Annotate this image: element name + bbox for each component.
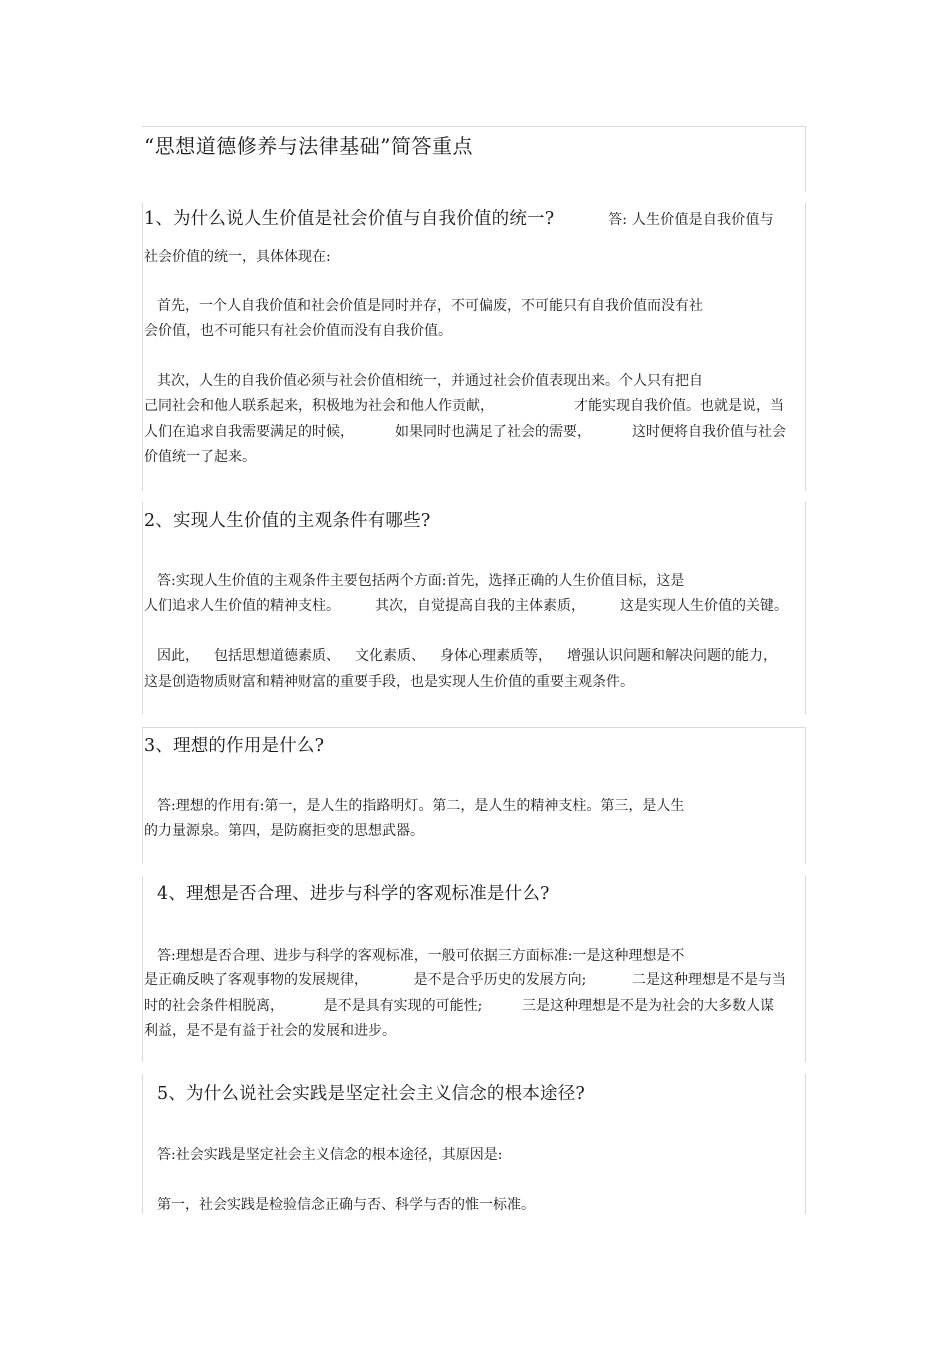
s4-line-4: 利益，是不是有益于社会的发展和进步。 [144,1023,396,1039]
s1-line-6-a: 人们在追求自我需要满足的时候， [144,424,354,440]
question-1-text: 1、为什么说人生价值是社会价值与自我价值的统一? [144,209,555,229]
s1-line-3: 会价值，也不可能只有社会价值而没有自我价值。 [144,323,452,339]
question-3: 3、理想的作用是什么? [144,736,325,756]
s1-line-5-b: 才能实现自我价值。也就是说，当 [574,398,784,414]
s2-line-2-b: 其次，自觉提高自我的主体素质， [375,598,585,614]
s4-line-3-a: 时的社会条件相脱离， [144,998,284,1014]
s4-line-3 [144,995,774,1015]
s2-line-2-c: 这是实现人生价值的关键。 [620,598,788,614]
s1-line-5-a: 己同社会和他人联系起来，积极地为社会和他人作贡献， [144,398,494,414]
s5-line-1: 答:社会实践是坚定社会主义信念的根本途径，其原因是: [157,1147,503,1163]
question-5: 5、为什么说社会实践是坚定社会主义信念的根本途径? [157,1084,586,1104]
page-title: “思想道德修养与法律基础”简答重点 [144,134,473,158]
s2-line-2 [144,595,788,615]
s1-line-7: 价值统一了起来。 [144,449,256,465]
s2-line-3-a: 因此， [157,648,199,664]
question-2: 2、实现人生价值的主观条件有哪些? [144,511,431,531]
s2-line-1: 答:实现人生价值的主观条件主要包括两个方面:首先，选择正确的人生价值目标，这是 [157,573,685,589]
s4-line-2-a: 是正确反映了客观事物的发展规律， [144,972,368,988]
s4-line-3-c: 三是这种理想是不是为社会的大多数人谋 [522,998,774,1014]
s3-line-1: 答:理想的作用有:第一，是人生的指路明灯。第二，是人生的精神支柱。第三，是人生 [157,798,685,814]
answer-1-head: 答: 人生价值是自我价值与 [608,212,774,228]
s4-line-2-b: 是不是合乎历史的发展方向; [413,972,587,988]
s4-line-2-c: 二是这种理想是不是与当 [632,972,786,988]
s2-line-3-e: 增强认识问题和解决问题的能力， [567,648,777,664]
s1-line-1: 社会价值的统一，具体体现在: [144,249,331,265]
s2-line-4: 这是创造物质财富和精神财富的重要手段，也是实现人生价值的重要主观条件。 [144,674,634,690]
s2-line-3-d: 身体心理素质等， [440,648,552,664]
s1-line-6 [144,421,786,441]
s3-line-2: 的力量源泉。第四，是防腐拒变的思想武器。 [144,823,424,839]
s1-line-6-c: 这时便将自我价值与社会 [632,424,786,440]
s4-line-1: 答:理想是否合理、进步与科学的客观标准，一般可依据三方面标准:一是这种理想是不 [157,948,685,964]
s2-line-3-c: 文化素质、 [355,648,425,664]
s2-line-3 [157,645,777,665]
s4-line-3-b: 是不是具有实现的可能性; [323,998,483,1014]
s2-line-2-a: 人们追求人生价值的精神支柱。 [144,598,340,614]
question-1 [144,205,774,230]
s1-line-4: 其次，人生的自我价值必须与社会价值相统一，并通过社会价值表现出来。个人只有把自 [157,373,703,389]
s4-line-2 [144,969,786,989]
s5-line-2: 第一，社会实践是检验信念正确与否、科学与否的惟一标准。 [157,1197,535,1213]
s1-line-2: 首先，一个人自我价值和社会价值是同时并存，不可偏废，不可能只有自我价值而没有社 [157,298,703,314]
question-4: 4、理想是否合理、进步与科学的客观标准是什么? [157,884,550,904]
s2-line-3-b: 包括思想道德素质、 [214,648,340,664]
s1-line-6-b: 如果同时也满足了社会的需要， [395,424,591,440]
s1-line-5 [144,395,784,415]
